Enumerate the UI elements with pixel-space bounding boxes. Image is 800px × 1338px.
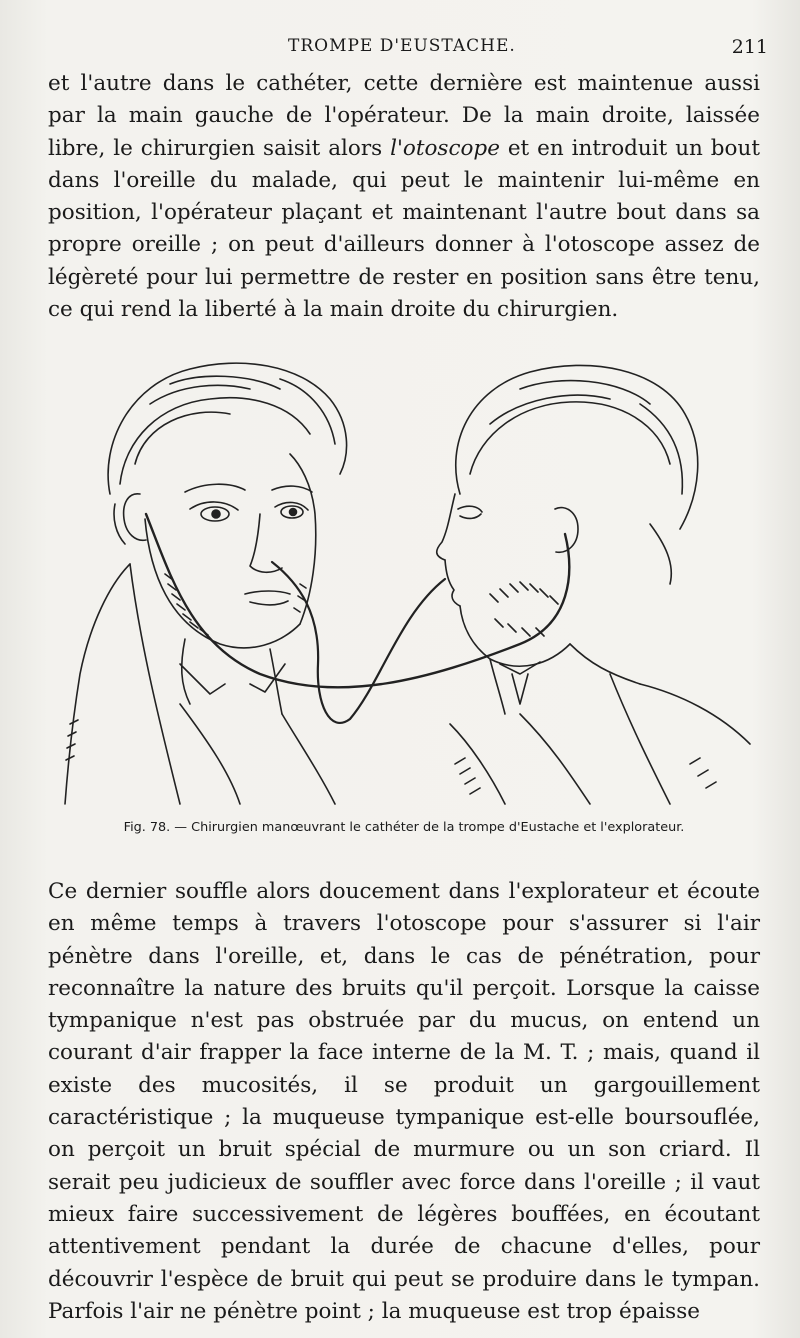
otoscope-term: l'otoscope bbox=[390, 135, 500, 161]
paragraph-1 bbox=[48, 68, 760, 326]
surgeon-figure bbox=[437, 365, 750, 804]
catheter-tube bbox=[272, 562, 445, 723]
paragraph-1-text-b: et en introduit un bout dans l'oreille du malade, qui peut le maintenir lui-même en position, l'opérateur plaçant et maintenant l'autre bout dans sa propre oreille ; on peut d'ailleurs donner à l'otoscope assez de légèreté pour lui permettre de rester en position sans être tenu, ce qui rend la liberté à la main droite du chirurgien. bbox=[48, 135, 760, 323]
otoscope-tube bbox=[146, 514, 569, 687]
paragraph-1-text-a: et l'autre dans le cathéter, cette dernière est maintenue aussi par la main gauche de l'opérateur. De la main droite, laissée libre, le chirurgien saisit alors bbox=[48, 71, 760, 161]
running-head bbox=[48, 36, 768, 62]
running-title: TROMPE D'EUSTACHE. bbox=[288, 36, 516, 56]
patient-figure bbox=[65, 363, 347, 804]
page-number: 211 bbox=[731, 36, 768, 58]
paragraph-2: Ce dernier souffle alors doucement dans l'explorateur et écoute en même temps à travers l'otoscope pour s'assurer si l'air pénètre dans l'oreille, et, dans le cas de pénétration, pour reconnaître la nature des bruits qu'il perçoit. Lorsque la caisse tympanique n'est pas obstruée par du mucus, on entend un courant d'air frapper la face interne de la M. T. ; mais, quand il existe des mucosités, il se produit un gargouillement caractéristique ; la muqueuse tympanique est-elle boursouflée, on perçoit un bruit spécial de murmure ou un son criard. Il serait peu judicieux de souffler avec force dans l'oreille ; il vaut mieux faire successivement de légères bouffées, en écoutant attentivement pendant la durée de chacune d'elles, pour découvrir l'espèce de bruit qui peut se produire dans le tympan. Parfois l'air ne pénètre point ; la muqueuse est trop épaisse bbox=[48, 879, 760, 1324]
figure-caption: Fig. 78. — Chirurgien manœuvrant le cathéter de la trompe d'Eustache et l'explorateur. bbox=[123, 820, 685, 835]
engraving-illustration bbox=[50, 344, 758, 816]
figure-illustration bbox=[50, 344, 758, 816]
